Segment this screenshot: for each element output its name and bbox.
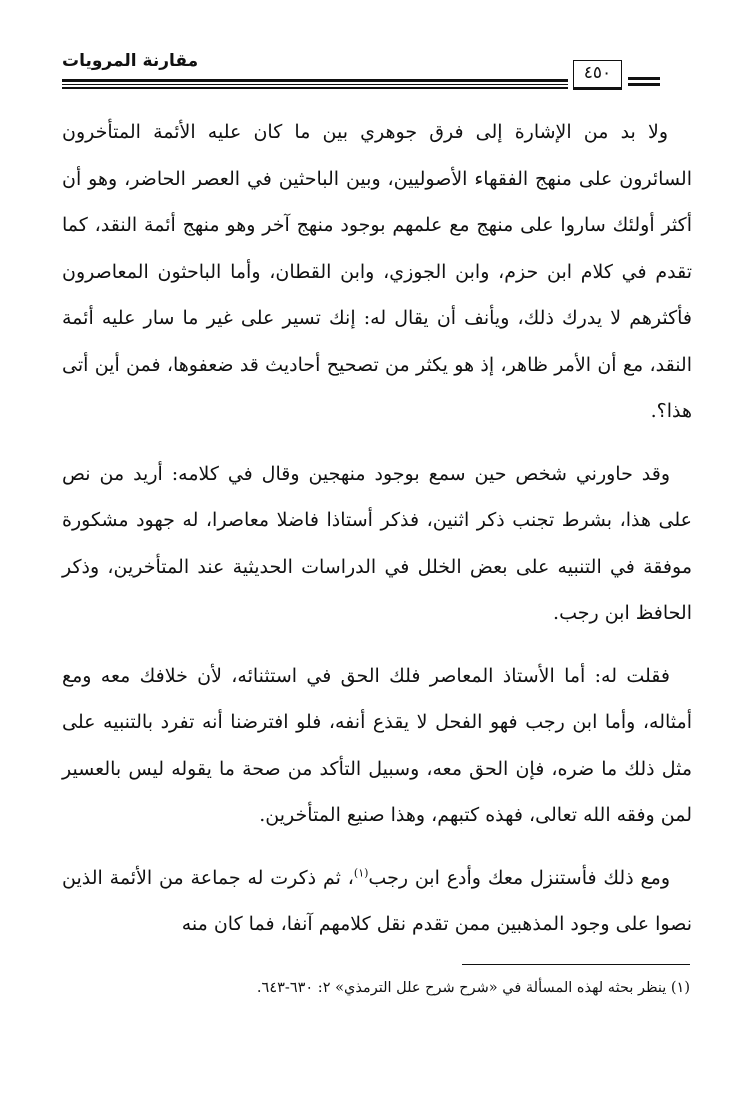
footnote: (١) ينظر بحثه لهذه المسألة في «شرح شرح علل الترمذي» ٢: ٦٣٠-٦٤٣.	[256, 980, 690, 996]
header-rule	[628, 83, 660, 86]
main-text	[62, 109, 692, 964]
header-rule	[62, 87, 568, 89]
paragraph-text: ومع ذلك فأستنزل معك وأدع ابن رجب	[368, 866, 670, 889]
page-number: ٤٥٠	[573, 60, 622, 90]
header-rule	[628, 77, 660, 80]
paragraph: ولا بد من الإشارة إلى فرق جوهري بين ما كان عليه الأئمة المتأخرون السائرون على منهج الفقهاء الأصوليين، وبين الباحثين في العصر الحاضر، وهو أن أكثر أولئك ساروا على منهج مع علمهم بوجود منهج آخر وهو منهج أئمة النقد، كما تقدم في كلام ابن حزم، وابن الجوزي، وابن القطان، وأما الباحثون المعاصرون فأكثرهم لا يدرك ذلك، ويأنف أن يقال له: إنك تسير على غير ما سار عليه أئمة النقد، مع أن الأمر ظاهر، إذ هو يكثر من تصحيح أحاديث قد ضعفوها، فمن أين أتى هذا؟.	[62, 121, 692, 422]
running-title: مقارنة المرويات	[62, 51, 199, 71]
paragraph-text: ، ثم ذكرت له جماعة من الأئمة الذين نصوا على وجود المذهبين ممن تقدم نقل كلامهم آنفا، فما كان منه	[62, 866, 692, 935]
footnote-reference[interactable]: (١)	[353, 866, 369, 880]
paragraph: فقلت له: أما الأستاذ المعاصر فلك الحق في استثنائه، لأن خلافك معه ومع أمثاله، وأما ابن رجب فهو الفحل لا يقذع أنفه، فلو افترضنا أنه تفرد بالتنبيه على مثل ذلك ما ضره، فإن الحق معه، وسبيل التأكد من صحة ما يقوله ليس بالعسير لمن وفقه الله تعالى، فهذه كتبهم، وهذا صنيع المتأخرين.	[62, 664, 692, 826]
header-rule	[62, 84, 568, 85]
header-rule	[62, 79, 568, 82]
footnote-separator	[462, 964, 690, 965]
page-header	[62, 50, 690, 94]
paragraph: وقد حاورني شخص حين سمع بوجود منهجين وقال في كلامه: أريد من نص على هذا، بشرط تجنب ذكر اثنين، فذكر أستاذا فاضلا معاصرا، له جهود مشكورة موفقة في التنبيه على بعض الخلل في الدراسات الحديثية عند المتأخرين، وذكر الحافظ ابن رجب.	[62, 462, 692, 624]
paragraph	[62, 855, 692, 948]
